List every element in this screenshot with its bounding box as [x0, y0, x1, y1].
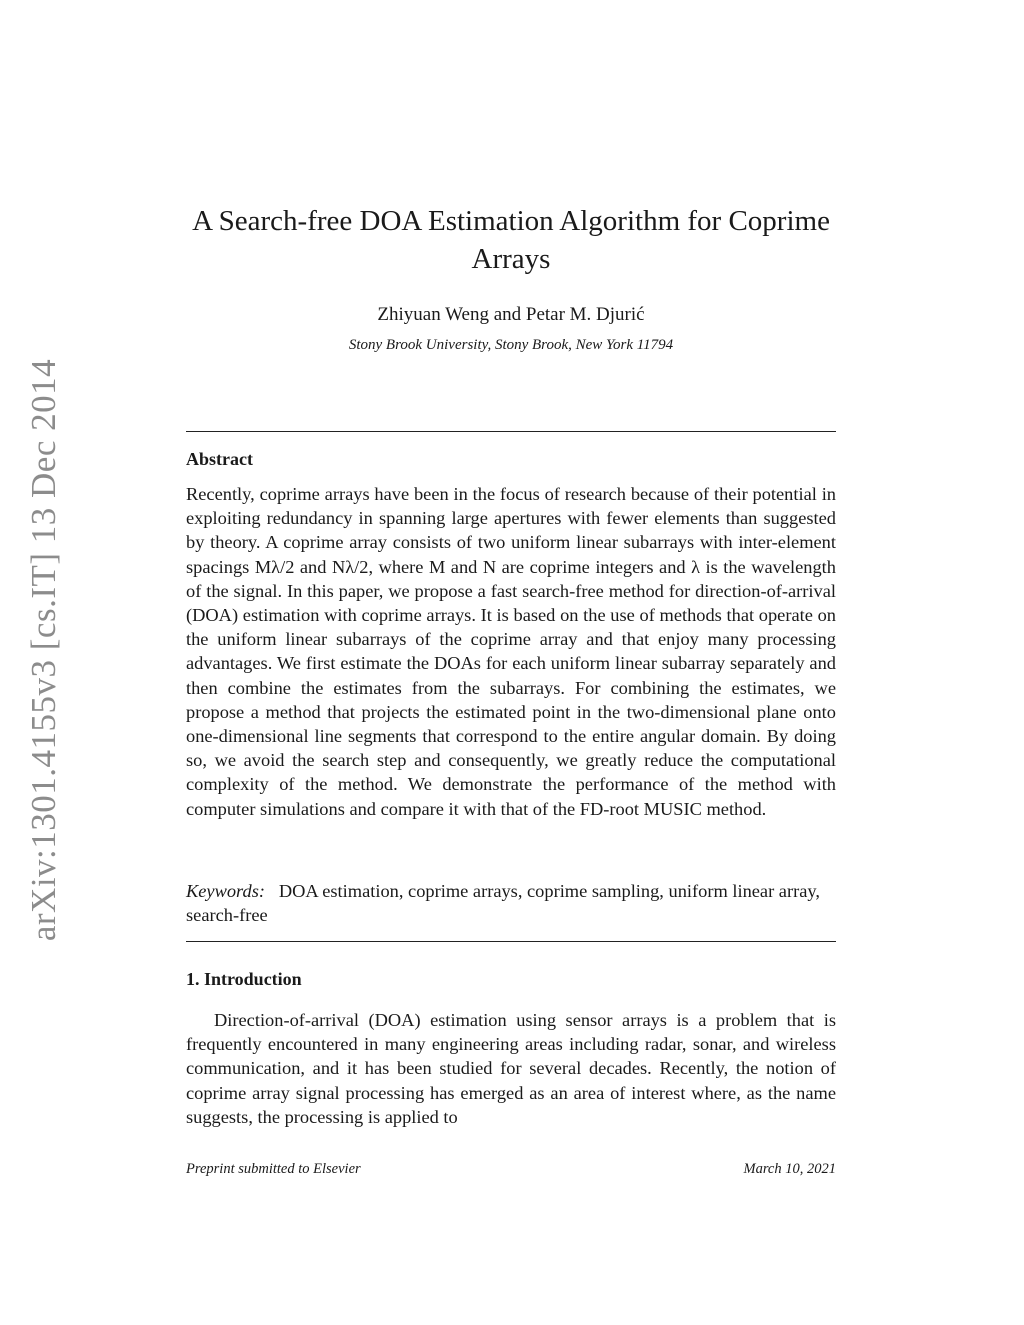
keywords-list: DOA estimation, coprime arrays, coprime sampling, uniform linear array, search-free	[186, 881, 820, 926]
introduction-heading: 1. Introduction	[186, 969, 302, 989]
keywords-label: Keywords:	[186, 881, 266, 901]
abstract-body: Recently, coprime arrays have been in the focus of research because of their potential in exploiting redundancy in spanning large apertures with fewer elements than suggested by theory. A coprime array consists of two uniform linear subarrays with inter-element spacings Mλ/2 and Nλ/2, where M and N are coprime integers and λ is the wavelength of the signal. In this paper, we propose a fast search-free method for direction-of-arrival (DOA) estimation with coprime arrays. It is based on the use of methods that operate on the uniform linear subarrays of the coprime array and that enjoy many processing advantages. We first estimate the DOAs for each uniform linear subarray separately and then combine the estimates from the subarrays. For combining the estimates, we propose a method that projects the estimated point in the two-dimensional plane onto one-dimensional line segments that correspond to the entire angular domain. By doing so, we avoid the search step and consequently, we greatly reduce the computational complexity of the method. We demonstrate the performance of the method with computer simulations and compare it with that of the FD-root MUSIC method.	[186, 484, 836, 819]
footer-preprint-note: Preprint submitted to Elsevier	[186, 1161, 361, 1177]
introduction-body: Direction-of-arrival (DOA) estimation using sensor arrays is a problem that is frequently encountered in many engineering areas including radar, sonar, and wireless communication, and it has been studied for several decades. Recently, the notion of coprime array signal processing has emerged as an area of interest where, as the name suggests, the processing is applied to	[186, 1010, 836, 1127]
abstract-bottom-rule	[186, 941, 836, 942]
arxiv-identifier-stamp: arXiv:1301.4155v3 [cs.IT] 13 Dec 2014	[24, 358, 63, 942]
footer-date: March 10, 2021	[743, 1161, 836, 1177]
paper-title: A Search-free DOA Estimation Algorithm for Coprime Arrays	[192, 205, 830, 275]
paper-authors: Zhiyuan Weng and Petar M. Djurić	[377, 304, 645, 325]
author-affiliation: Stony Brook University, Stony Brook, New York 11794	[348, 337, 674, 353]
abstract-top-rule	[186, 431, 836, 432]
keywords-block	[186, 879, 836, 927]
abstract-heading: Abstract	[186, 449, 253, 469]
